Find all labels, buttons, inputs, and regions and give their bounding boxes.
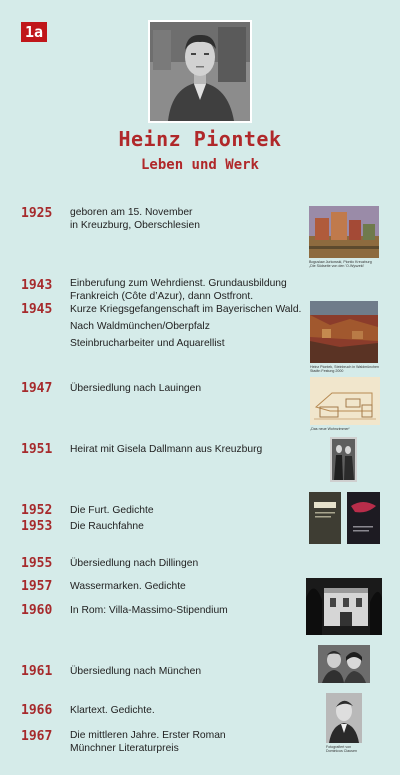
- entry-1945: Kurze Kriegsgefangenschaft im Bayerischen Wald.: [70, 304, 302, 315]
- caption-line: Boguslaw Jurkowski, Piontic Kreuzburg: [309, 260, 372, 264]
- entry-line: Die mittleren Jahre. Erster Roman: [70, 730, 226, 741]
- year-1952: 1952: [21, 503, 53, 518]
- caption-line: Fotografiert von: [326, 745, 352, 749]
- entry-line: Münchner Literaturpreis: [70, 743, 179, 754]
- year-1955: 1955: [21, 556, 53, 571]
- entry-1947: Übersiedlung nach Lauingen: [70, 383, 202, 394]
- caption-line: Dominicus Clausen: [326, 749, 357, 754]
- kreuzburg-painting: [309, 206, 379, 258]
- year-1966: 1966: [21, 703, 53, 718]
- entry-1966: Klartext. Gedichte.: [70, 705, 155, 716]
- kreuzburg-caption: [309, 260, 372, 269]
- year-1951: 1951: [21, 442, 53, 457]
- lauingen-caption: [310, 427, 350, 431]
- logo-badge[interactable]: 1a: [21, 22, 47, 42]
- year-1925: 1925: [21, 206, 53, 221]
- caption-line: „Das neue Wohnzimmer“: [310, 427, 350, 431]
- entry-1952: Die Furt. Gedichte: [70, 505, 154, 516]
- entry-1953: Die Rauchfahne: [70, 521, 144, 532]
- year-1967: 1967: [21, 729, 53, 744]
- portrait-photo: [148, 20, 252, 123]
- munich-photo: [318, 645, 370, 683]
- caption-line: „Die Südseite von den 'O-Wyszeki': [309, 264, 365, 269]
- aquarell-caption: [310, 365, 379, 374]
- wedding-photo: [330, 437, 357, 482]
- portrait-1966-photo: [326, 693, 362, 743]
- aquarell-painting: [310, 301, 378, 363]
- entry-1925: [70, 206, 200, 232]
- lauingen-sketch: [310, 377, 380, 425]
- caption-line: Heinz Piontek, Steinbruch in Waldmünchen: [310, 365, 379, 369]
- year-1961: 1961: [21, 664, 53, 679]
- klartext-caption: [326, 745, 357, 754]
- year-1960: 1960: [21, 603, 53, 618]
- entry-steinbruch: Steinbrucharbeiter und Aquarellist: [70, 338, 225, 349]
- entry-1967: [70, 729, 226, 755]
- page-subtitle: Leben und Werk: [140, 157, 259, 173]
- entry-line: Einberufung zum Wehrdienst. Grundausbildung: [70, 278, 287, 289]
- year-1947: 1947: [21, 381, 53, 396]
- year-1957: 1957: [21, 579, 53, 594]
- entry-waldmuenchen: Nach Waldmünchen/Oberpfalz: [70, 321, 210, 332]
- year-1953: 1953: [21, 519, 53, 534]
- caption-line: Stadtn Festung 2000: [310, 369, 344, 374]
- year-1943: 1943: [21, 278, 53, 293]
- villa-massimo-photo: [306, 578, 382, 635]
- entry-line: Frankreich (Côte d’Azur), dann Ostfront.: [70, 291, 254, 302]
- entry-line: in Kreuzburg, Oberschlesien: [70, 220, 200, 231]
- entry-1961: Übersiedlung nach München: [70, 666, 202, 677]
- entry-1960: In Rom: Villa-Massimo-Stipendium: [70, 605, 228, 616]
- die-furt-cover: [309, 492, 341, 544]
- entry-1955: Übersiedlung nach Dillingen: [70, 558, 199, 569]
- die-rauchfahne-cover: [347, 492, 380, 544]
- entry-1943: [70, 277, 287, 303]
- entry-1951: Heirat mit Gisela Dallmann aus Kreuzburg: [70, 444, 263, 455]
- year-1945: 1945: [21, 302, 53, 317]
- entry-1957: Wassermarken. Gedichte: [70, 581, 186, 592]
- entry-line: geboren am 15. November: [70, 207, 193, 218]
- page-title: Heinz Piontek: [118, 127, 282, 151]
